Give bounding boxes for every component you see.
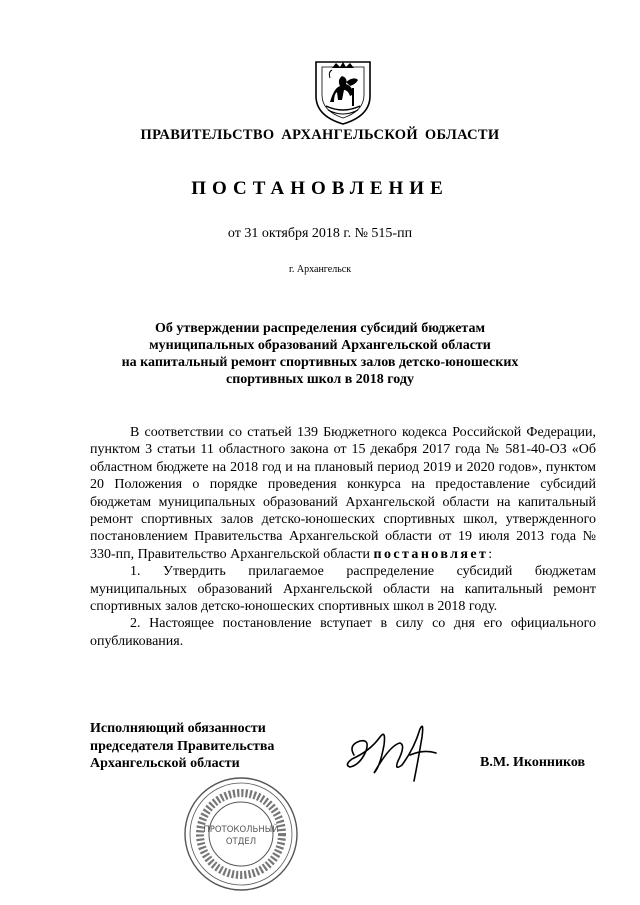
document-type: ПОСТАНОВЛЕНИЕ — [191, 178, 449, 199]
signatory-position — [90, 720, 274, 773]
stamp-text-line: ОТДЕЛ — [225, 837, 257, 847]
signatory-name: В.М. Иконников — [480, 755, 586, 770]
position-line: Архангельской области — [90, 756, 240, 771]
title-line: Об утверждении распределения субсидий бюджетам — [154, 321, 485, 336]
resolves-colon: : — [488, 546, 493, 562]
issuing-authority: ПРАВИТЕЛЬСТВО АРХАНГЕЛЬСКОЙ ОБЛАСТИ — [140, 127, 500, 143]
title-line: на капитальный ремонт спортивных залов детско-юношеских — [121, 355, 519, 370]
preamble-text: В соответствии со статьей 139 Бюджетного кодекса Российской Федерации, пунктом 3 статьи 11 областного закона от 15 декабря 2017 года № 581-40-ОЗ «Об областном бюджете на 2018 год и на плановый период 2019 и 2020 годов», пунктом 20 Положения о порядке проведения конкурса на предоставление субсидий бюджетам муниципальных образований Архангельской области на капитальный ремонт спортивных залов детско-юношеских спортивных школ, утвержденного постановлением Правительства Архангельской области от 19 июля 2013 года № 330-пп, Правительство Архангельской области — [90, 425, 596, 562]
handwritten-signature — [340, 715, 450, 785]
document-place: г. Архангельск — [288, 264, 352, 275]
position-line: Исполняющий обязанности — [90, 721, 266, 736]
official-stamp — [182, 775, 300, 893]
title-line: муниципальных образований Архангельской области — [149, 338, 491, 353]
coat-of-arms-emblem — [310, 58, 376, 126]
document-date-number: от 31 октября 2018 г. № 515-пп — [227, 226, 413, 241]
resolves-word: постановляет — [373, 546, 489, 562]
stamp-text-line: ПРОТОКОЛЬНЫЙ — [203, 825, 279, 835]
position-line: председателя Правительства — [90, 738, 275, 754]
document-body — [90, 424, 596, 650]
item-2-paragraph: 2. Настоящее постановление вступает в силу со дня его официального опубликования. — [90, 616, 596, 649]
preamble-paragraph — [90, 424, 596, 563]
document-title — [110, 320, 530, 388]
title-line: спортивных школ в 2018 году — [225, 372, 414, 387]
item-1-paragraph: 1. Утвердить прилагаемое распределение субсидий бюджетам муниципальных образований Архангельской области на капитальный ремонт спортивных залов детско-юношеских спортивных школ в 2018 году. — [90, 564, 596, 615]
